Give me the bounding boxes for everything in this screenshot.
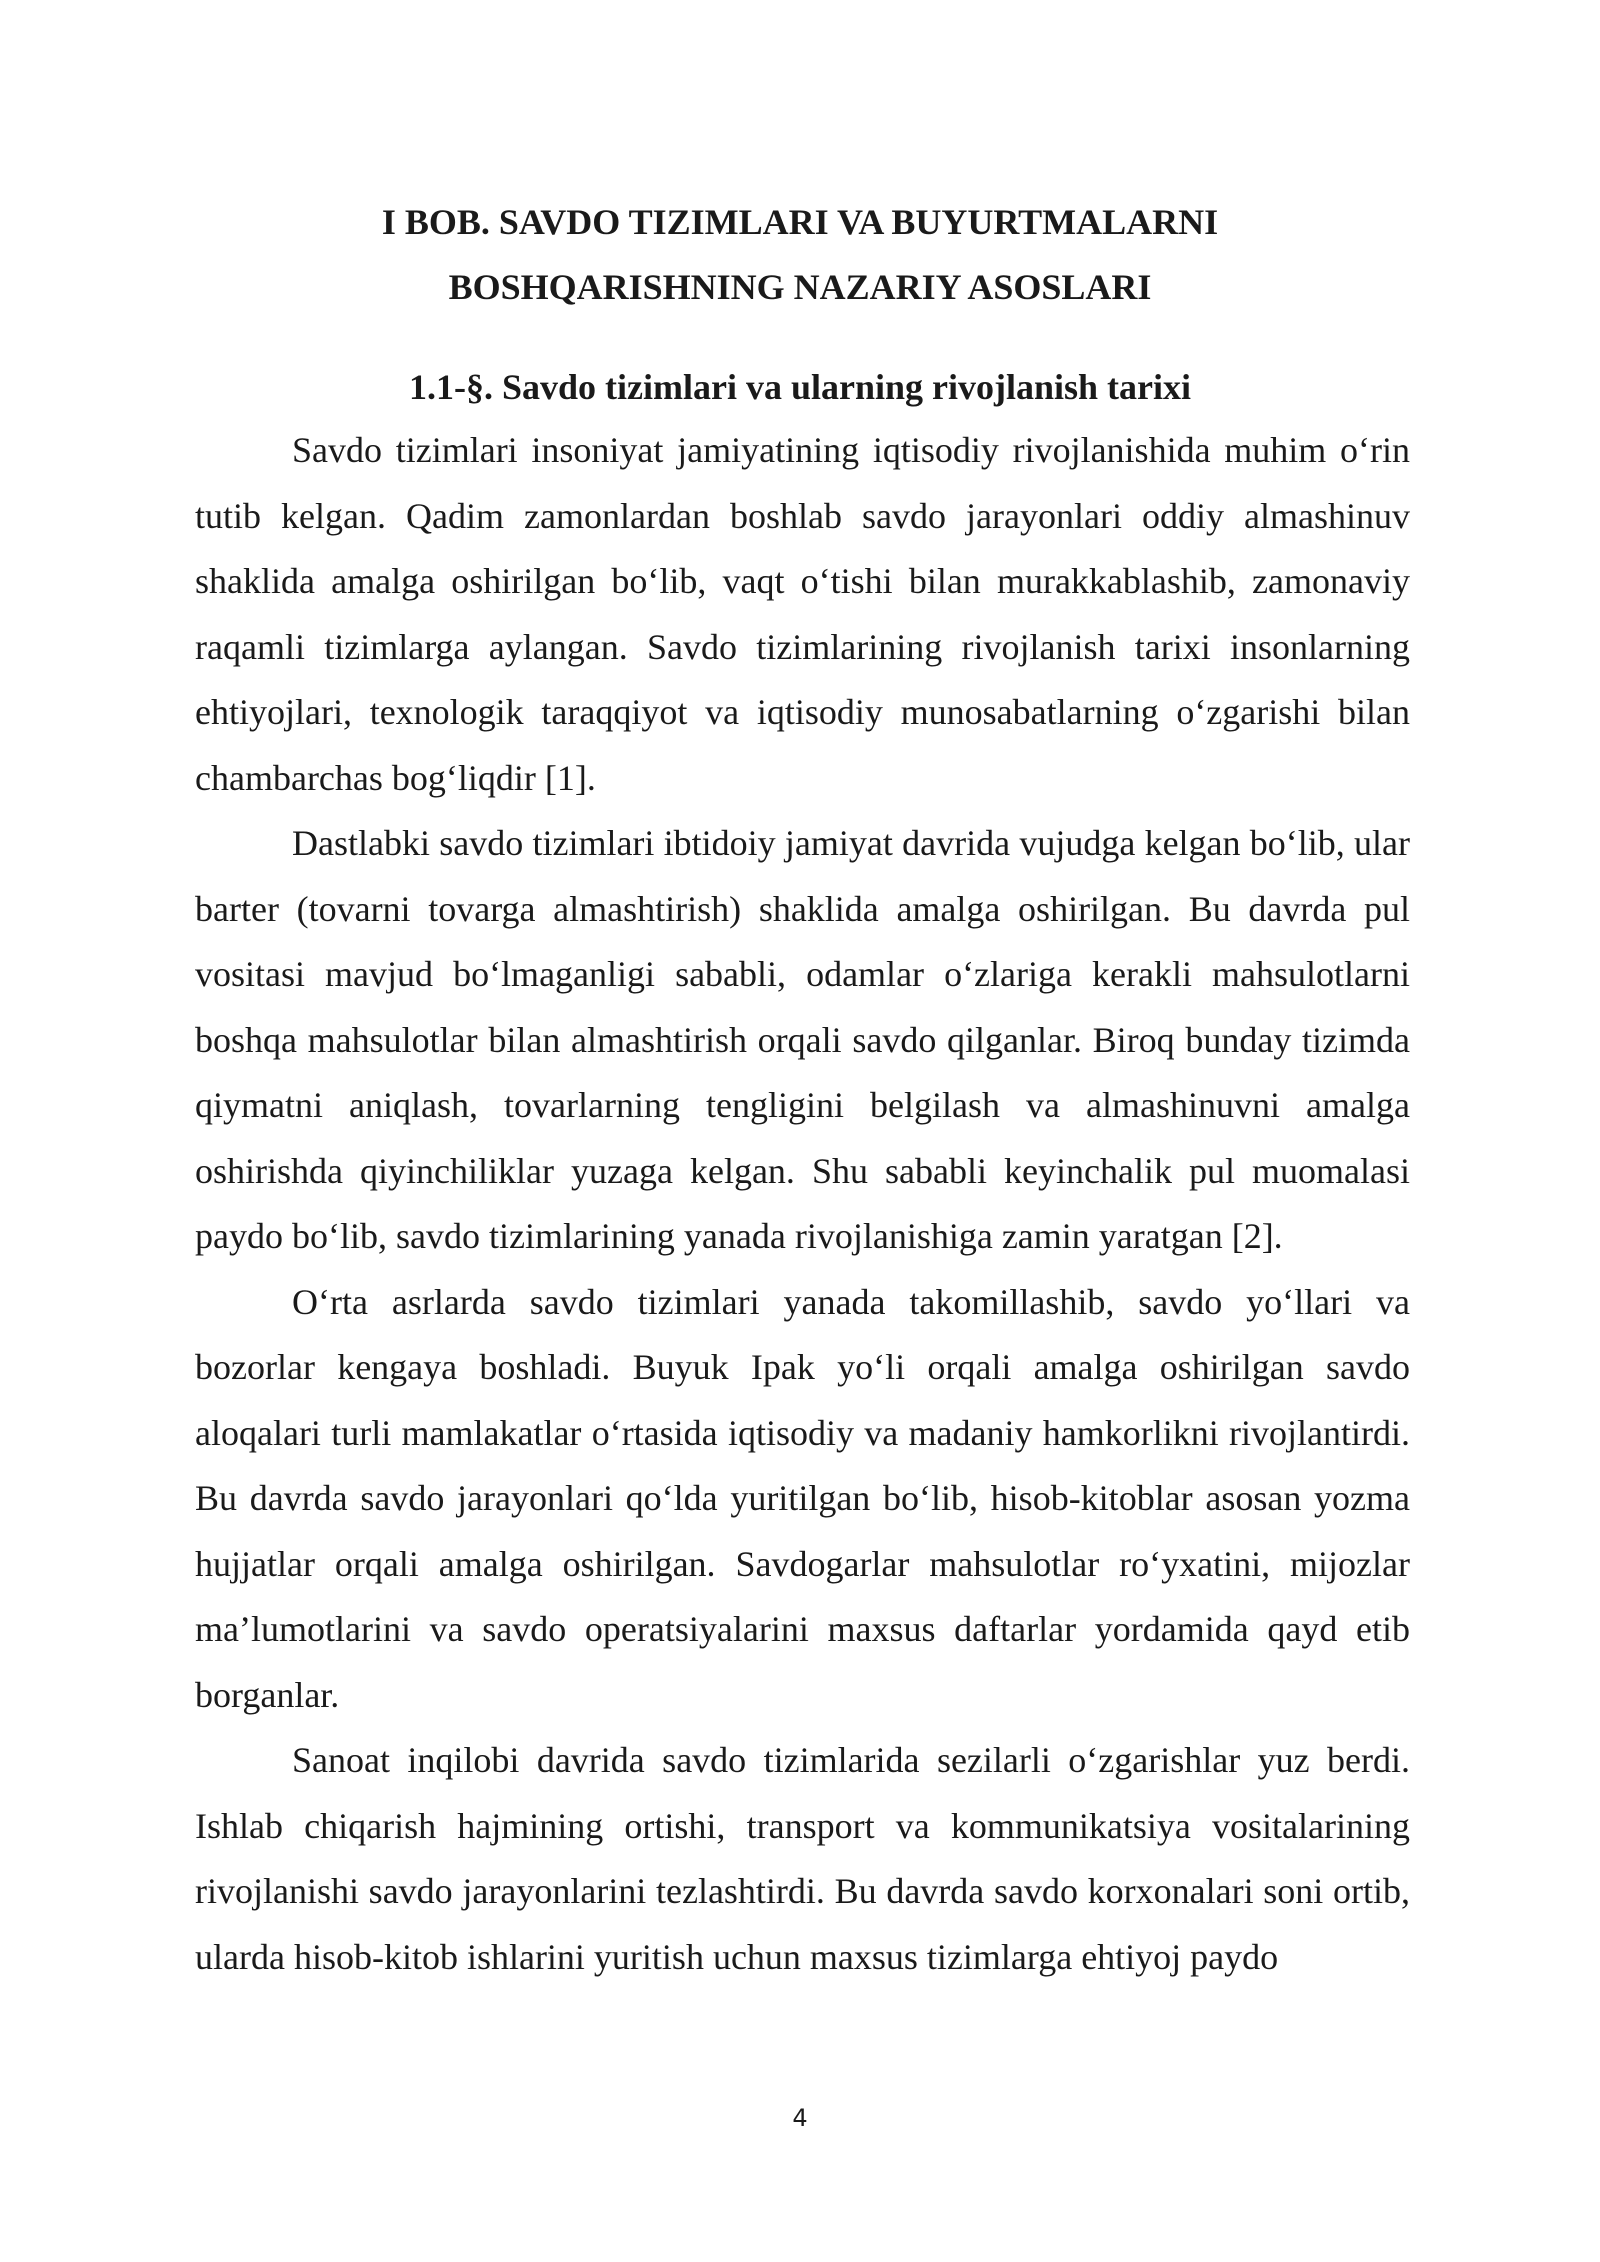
- chapter-title: [195, 190, 1405, 320]
- paragraph-1: Savdo tizimlari insoniyat jamiyatining iqtisodiy rivojlanishida muhim o‘rin tutib kelgan. Qadim zamonlardan boshlab savdo jarayonlari oddiy almashinuv shaklida amalga oshirilgan bo‘lib, vaqt o‘tishi bilan murakkablashib, zamonaviy raqamli tizimlarga aylangan. Savdo tizimlarining rivojlanish tarixi insonlarning ehtiyojlari, texnologik taraqqiyot va iqtisodiy munosabatlarning o‘zgarishi bilan chambarchas bog‘liqdir [1].: [195, 430, 1410, 798]
- paragraph-3: O‘rta asrlarda savdo tizimlari yanada takomillashib, savdo yo‘llari va bozorlar kengaya boshladi. Buyuk Ipak yo‘li orqali amalga oshirilgan savdo aloqalari turli mamlakatlar o‘rtasida iqtisodiy va madaniy hamkorlikni rivojlantirdi. Bu davrda savdo jarayonlari qo‘lda yuritilgan bo‘lib, hisob-kitoblar asosan yozma hujjatlar orqali amalga oshirilgan. Savdogarlar mahsulotlar ro‘yxatini, mijozlar ma’lumotlarini va savdo operatsiyalarini maxsus daftarlar yordamida qayd etib borganlar.: [195, 1281, 1410, 1715]
- paragraph-4: Sanoat inqilobi davrida savdo tizimlarida sezilarli o‘zgarishlar yuz berdi. Ishlab chiqarish hajmining ortishi, transport va kommunikatsiya vositalarining rivojlanishi savdo jarayonlarini tezlashtirdi. Bu davrda savdo korxonalari soni ortib, ularda hisob-kitob ishlarini yuritish uchun maxsus tizimlarga ehtiyoj paydo: [195, 1740, 1410, 1977]
- chapter-title-line-1: I BOB. SAVDO TIZIMLARI VA BUYURTMALARNI: [381, 202, 1219, 242]
- paragraph-2: Dastlabki savdo tizimlari ibtidoiy jamiyat davrida vujudga kelgan bo‘lib, ular barter (tovarni tovarga almashtirish) shaklida amalga oshirilgan. Bu davrda pul vositasi mavjud bo‘lmaganligi sababli, odamlar o‘zlariga kerakli mahsulotlarni boshqa mahsulotlar bilan almashtirish orqali savdo qilganlar. Biroq bunday tizimda qiymatni aniqlash, tovarlarning tengligini belgilash va almashinuvni amalga oshirishda qiyinchiliklar yuzaga kelgan. Shu sababli keyinchalik pul muomalasi paydo bo‘lib, savdo tizimlarining yanada rivojlanishiga zamin yaratgan [2].: [195, 823, 1410, 1256]
- chapter-title-line-2: BOSHQARISHNING NAZARIY ASOSLARI: [448, 267, 1152, 307]
- body-text: [195, 418, 1410, 1990]
- page-number: 4: [792, 2104, 808, 2132]
- section-title: 1.1-§. Savdo tizimlari va ularning rivojlanish tarixi: [408, 367, 1191, 407]
